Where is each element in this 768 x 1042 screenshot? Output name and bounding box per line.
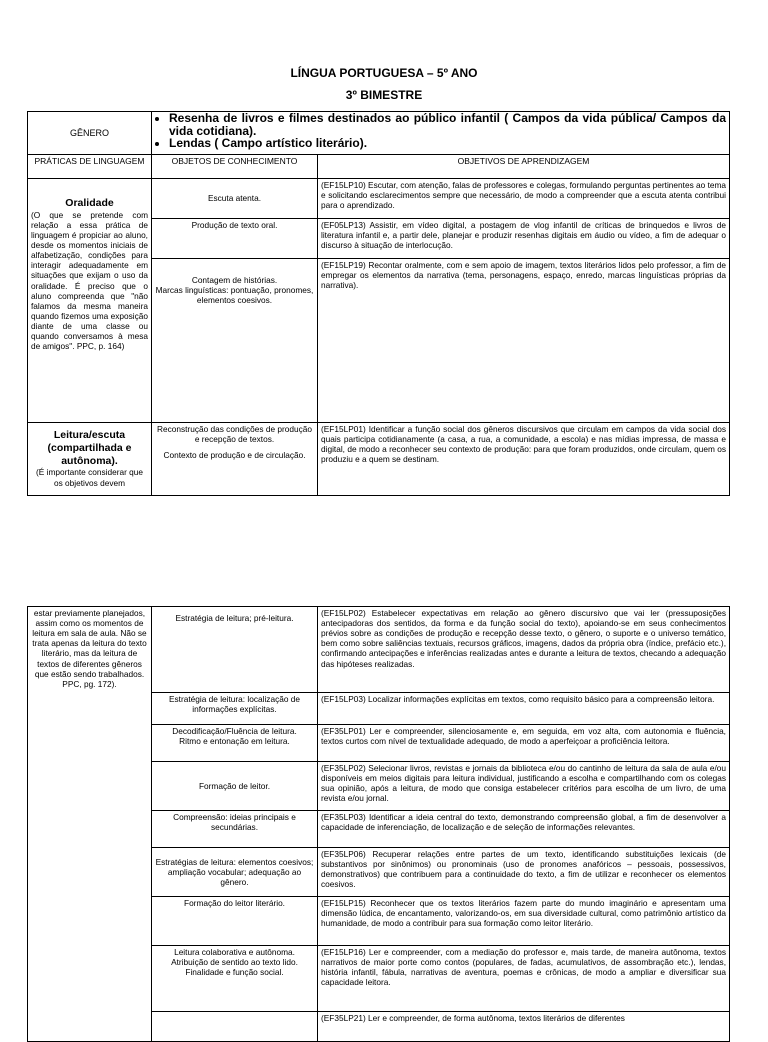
document-subtitle: 3º BIMESTRE	[345, 88, 423, 102]
genre-item-resenha: • Resenha de livros e filmes destinados ao público infantil ( Campos da vida pública/ Campos da vida cotidiana).	[169, 112, 726, 137]
object-line: Atribuição de sentido ao texto lido.	[171, 957, 298, 968]
header-objectives: OBJETIVOS DE APRENDIZAGEM	[318, 155, 730, 179]
objective-cell: (EF15LP19) Recontar oralmente, com e sem apoio de imagem, textos literários lidos pelo professor, a fim de empregar os elementos da narrativa (tema, personagens, espaço, enredo, marcas linguísticas próprias da narrativa).	[318, 259, 730, 423]
objective-cell: (EF35LP02) Selecionar livros, revistas e jornais da biblioteca e/ou do cantinho de leitura da sala de aula e/ou disponíveis em meios digitais para leitura individual, justificando a escolha e compartilhando com os colegas sua opinião, após a leitura, de modo que consiga estabelecer critérios para escolha de um livro, de uma revista e/ou jornal.	[318, 762, 730, 811]
object-line: Estratégia de leitura: localização de informações explícitas.	[169, 694, 300, 715]
object-line: Compreensão: ideias principais e secundárias.	[173, 812, 296, 833]
objective-cell: (EF05LP13) Assistir, em vídeo digital, a postagem de vlog infantil de críticas de brinquedos e livros de literatura infantil e, a partir dele, planejar e produzir resenhas digitais em áudio ou vídeo, a fim de adequar o discurso à situação de interlocução.	[318, 219, 730, 259]
objective-cell: (EF35LP03) Identificar a ideia central do texto, demonstrando compreensão global, a fim de desenvolver a capacidade de inferenciação, de localização e de seleção de informações relevantes.	[318, 811, 730, 848]
curriculum-table-1	[27, 111, 730, 496]
genre-list	[155, 112, 726, 150]
oralidade-heading: Oralidade	[65, 197, 114, 209]
practice-leitura	[28, 423, 152, 496]
object-line: Decodificação/Fluência de leitura.	[172, 726, 297, 736]
object-line: Leitura colaborativa e autônoma.	[174, 947, 295, 957]
object-line: Estratégias de leitura: elementos coesivos; ampliação vocabular; adequação ao gênero.	[155, 856, 314, 888]
genre-item-lendas: • Lendas ( Campo artístico literário).	[169, 137, 726, 150]
genre-row	[28, 112, 730, 155]
leitura-heading: Leitura/escuta (compartilhada e autônoma).	[47, 429, 132, 467]
objective-cell: (EF35LP01) Ler e compreender, silenciosamente e, em seguida, em voz alta, com autonomia e fluência, textos curtos com nível de textualidade adequado, de modo a aperfeiçoar a proficiência leitora.	[318, 725, 730, 762]
table-row	[28, 179, 730, 219]
object-cell	[152, 607, 318, 693]
leitura-description: (É importante considerar que os objetivos devem	[36, 467, 143, 488]
objective-cell: (EF35LP06) Recuperar relações entre partes de um texto, identificando substituições lexicais (de substantivos por sinônimos) ou pronominais (uso de pronomes anafóricos – pessoais, possessivos, demonstrativos) que contribuem para a continuidade do texto, a fim de utilizar e reconhecer os elementos coesivos.	[318, 848, 730, 897]
document-title: LÍNGUA PORTUGUESA – 5º ANO	[290, 66, 478, 80]
table-row	[28, 423, 730, 496]
oralidade-description: (O que se pretende com relação a essa prática de linguagem é propiciar ao aluno, desde os momentos iniciais de alfabetização, condições para interagir adequadamente em situações que exijam o uso da oralidade. É preciso que o aluno compreenda que "não falamos da mesma maneira quando fizemos uma exposição diante de uma classe ou quando conversamos à mesa de amigos". PPC, p. 164)	[31, 209, 148, 352]
object-cell	[152, 897, 318, 946]
object-cell	[152, 259, 318, 423]
object-cell	[152, 725, 318, 762]
objective-cell: (EF15LP03) Localizar informações explícitas em textos, como requisito básico para a compreensão leitora.	[318, 693, 730, 725]
object-line: Formação de leitor.	[198, 780, 271, 791]
table-row	[28, 607, 730, 693]
object-cell	[152, 1012, 318, 1042]
object-cell: Produção de texto oral.	[152, 219, 318, 259]
object-cell: Escuta atenta.	[152, 179, 318, 219]
object-cell	[152, 423, 318, 496]
objective-cell: (EF35LP21) Ler e compreender, de forma autônoma, textos literários de diferentes	[318, 1012, 730, 1042]
object-line: Contagem de histórias.	[191, 275, 278, 285]
objective-cell: (EF15LP16) Ler e compreender, com a mediação do professor e, mais tarde, de maneira autônoma, textos narrativos de maior porte como contos (populares, de fadas, acumulativos, de assombração etc.), lendas, história infantil, fábula, narrativas de aventura, poemas e crônicas, de modo a ampliar e diversificar sua capacidade leitora.	[318, 946, 730, 1012]
objective-cell: (EF15LP01) Identificar a função social dos gêneros discursivos que circulam em campos da vida social dos quais participa cotidianamente (a casa, a rua, a comunidade, a escola) e nas mídias impressa, de massa e digital, de modo a reconhecer seu contexto de produção: para que foram produzidos, onde circulam, quem os produziu e a quem se destinam.	[318, 423, 730, 496]
object-line: Finalidade e função social.	[185, 967, 284, 978]
objective-cell: (EF15LP10) Escutar, com atenção, falas de professores e colegas, formulando perguntas pertinentes ao tema e solicitando esclarecimentos sempre que necessário, de modo a compreender que a escuta atenta contribui para o aprendizado.	[318, 179, 730, 219]
genre-cell	[152, 112, 730, 155]
curriculum-table-2	[27, 606, 730, 1042]
object-cell	[152, 693, 318, 725]
object-line: Marcas linguísticas: pontuação, pronomes, elementos coesivos.	[155, 285, 314, 306]
object-cell	[152, 762, 318, 811]
object-line: Estratégia de leitura; pré-leitura.	[175, 613, 294, 623]
object-cell	[152, 811, 318, 848]
object-line: Contexto de produção e de circulação.	[163, 450, 306, 461]
object-line: Ritmo e entonação em leitura.	[179, 736, 290, 747]
header-practices: PRÁTICAS DE LINGUAGEM	[28, 155, 152, 179]
column-header-row	[28, 155, 730, 179]
practice-leitura-continued: estar previamente planejados, assim como os momentos de leitura em sala de aula. Não se trata apenas da leitura do texto literário, mas da leitura de textos de diferentes gêneros que estão sendo trabalhados. PPC, pg. 172).	[28, 607, 152, 1042]
object-line: Formação do leitor literário.	[184, 898, 285, 908]
header-objects: OBJETOS DE CONHECIMENTO	[152, 155, 318, 179]
practice-oralidade	[28, 179, 152, 423]
genre-label: GÊNERO	[28, 112, 152, 155]
object-line: Reconstrução das condições de produção e recepção de textos.	[157, 424, 312, 445]
object-cell	[152, 848, 318, 897]
objective-cell: (EF15LP15) Reconhecer que os textos literários fazem parte do mundo imaginário e apresentam uma dimensão lúdica, de encantamento, valorizando-os, em sua diversidade cultural, como patrimônio artístico da humanidade, de modo a contribuir para sua formação como leitor literário.	[318, 897, 730, 946]
objective-cell: (EF15LP02) Estabelecer expectativas em relação ao gênero discursivo que vai ler (pressuposições antecipadoras dos sentidos, da forma e da função social do texto), apoiando-se em seus conhecimentos prévios sobre as condições de produção e recepção desse texto, o gênero, o suporte e o universo temático, bem como sobre saliências textuais, recursos gráficos, imagens, dados da própria obra (índice, prefácio etc.), confirmando antecipações e inferências realizadas antes e durante a leitura de textos, checando a adequação das hipóteses realizadas.	[318, 607, 730, 693]
object-cell	[152, 946, 318, 1012]
